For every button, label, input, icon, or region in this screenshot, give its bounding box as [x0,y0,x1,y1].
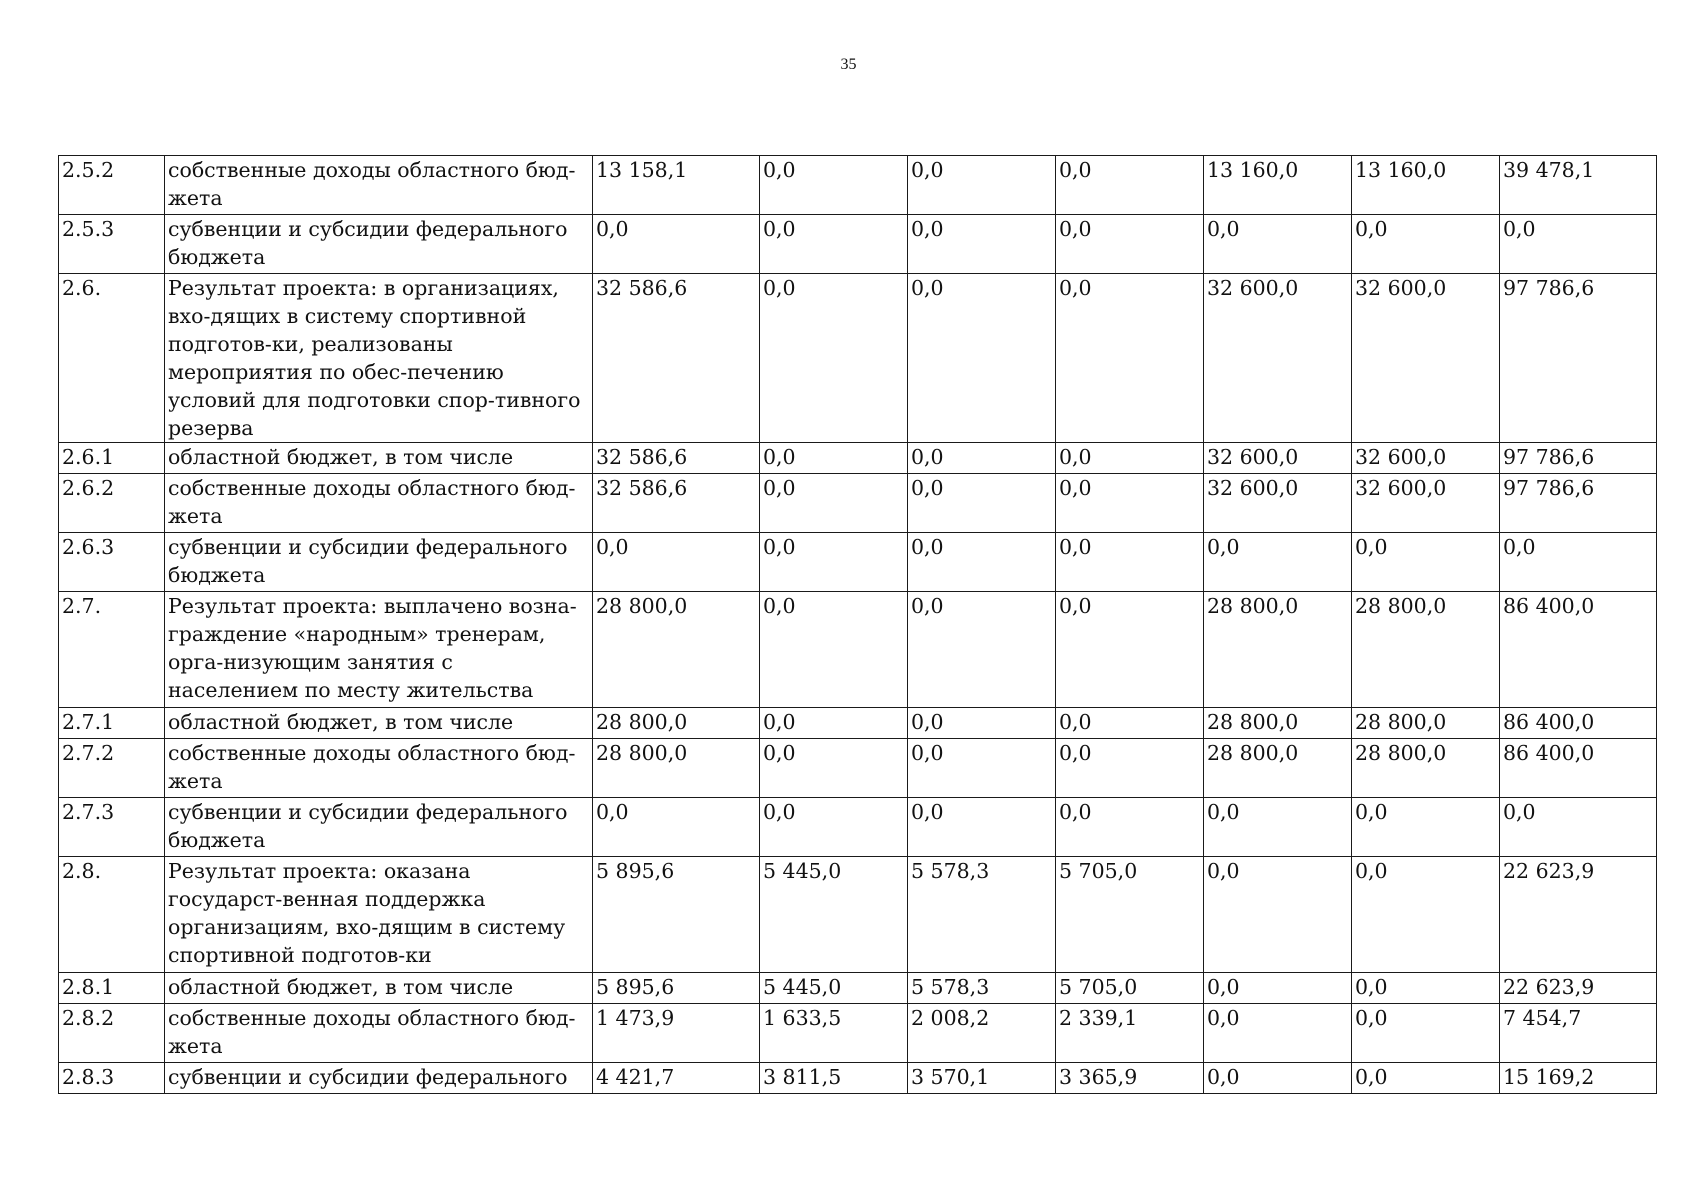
total-cell: 0,0 [1500,798,1657,857]
value-cell: 0,0 [1352,1004,1500,1063]
value-cell: 28 800,0 [1352,592,1500,708]
total-cell: 86 400,0 [1500,739,1657,798]
value-cell: 0,0 [908,798,1056,857]
table-row [59,533,1657,592]
value-cell: 0,0 [593,215,760,274]
value-cell: 0,0 [908,274,1056,443]
row-code: 2.7.2 [59,739,165,798]
value-cell: 0,0 [908,533,1056,592]
value-cell: 0,0 [1204,798,1352,857]
value-cell: 0,0 [908,592,1056,708]
total-cell: 15 169,2 [1500,1063,1657,1094]
value-cell: 28 800,0 [593,592,760,708]
value-cell: 0,0 [760,474,908,533]
value-cell: 0,0 [1056,533,1204,592]
value-cell: 0,0 [1056,739,1204,798]
value-cell: 0,0 [1056,798,1204,857]
value-cell: 1 473,9 [593,1004,760,1063]
row-code: 2.6.2 [59,474,165,533]
table-row [59,474,1657,533]
row-code: 2.7. [59,592,165,708]
total-cell: 86 400,0 [1500,592,1657,708]
table-row [59,443,1657,474]
value-cell: 0,0 [908,708,1056,739]
value-cell: 0,0 [908,156,1056,215]
total-cell: 0,0 [1500,533,1657,592]
value-cell: 0,0 [593,533,760,592]
value-cell: 0,0 [760,798,908,857]
total-cell: 97 786,6 [1500,274,1657,443]
value-cell: 4 421,7 [593,1063,760,1094]
value-cell: 0,0 [593,798,760,857]
value-cell: 0,0 [908,474,1056,533]
value-cell: 0,0 [760,274,908,443]
value-cell: 5 445,0 [760,857,908,973]
row-code: 2.6. [59,274,165,443]
value-cell: 28 800,0 [1352,739,1500,798]
total-cell: 22 623,9 [1500,857,1657,973]
table-row [59,592,1657,708]
value-cell: 32 600,0 [1204,443,1352,474]
row-description: Результат проекта: в организациях, вхо-дящих в систему спортивной подготов-ки, реализованы мероприятия по обес-печению условий для подготовки спор-тивного резерва [165,274,593,443]
row-description: собственные доходы областного бюд-жета [165,474,593,533]
table-row [59,739,1657,798]
value-cell: 0,0 [760,739,908,798]
value-cell: 28 800,0 [1204,592,1352,708]
value-cell: 0,0 [1204,973,1352,1004]
value-cell: 5 895,6 [593,857,760,973]
value-cell: 32 600,0 [1352,274,1500,443]
value-cell: 0,0 [1056,708,1204,739]
row-description: субвенции и субсидии федерального [165,1063,593,1094]
table-row [59,973,1657,1004]
total-cell: 39 478,1 [1500,156,1657,215]
total-cell: 97 786,6 [1500,443,1657,474]
value-cell: 2 339,1 [1056,1004,1204,1063]
value-cell: 13 160,0 [1352,156,1500,215]
value-cell: 0,0 [1204,215,1352,274]
value-cell: 0,0 [908,443,1056,474]
row-description: областной бюджет, в том числе [165,443,593,474]
value-cell: 0,0 [1056,474,1204,533]
value-cell: 0,0 [1056,592,1204,708]
value-cell: 5 445,0 [760,973,908,1004]
value-cell: 3 570,1 [908,1063,1056,1094]
row-description: собственные доходы областного бюд-жета [165,156,593,215]
value-cell: 0,0 [1204,533,1352,592]
row-code: 2.5.2 [59,156,165,215]
value-cell: 32 600,0 [1352,443,1500,474]
value-cell: 5 705,0 [1056,857,1204,973]
value-cell: 0,0 [760,215,908,274]
total-cell: 7 454,7 [1500,1004,1657,1063]
value-cell: 5 578,3 [908,973,1056,1004]
value-cell: 5 895,6 [593,973,760,1004]
value-cell: 28 800,0 [1352,708,1500,739]
value-cell: 0,0 [1352,857,1500,973]
table-row [59,1063,1657,1094]
table-row [59,215,1657,274]
row-description: Результат проекта: оказана государст-венная поддержка организациям, вхо-дящим в систему спортивной подготов-ки [165,857,593,973]
row-description: областной бюджет, в том числе [165,973,593,1004]
row-description: Результат проекта: выплачено возна-граждение «народным» тренерам, орга-низующим занятия с населением по месту жительства [165,592,593,708]
value-cell: 32 600,0 [1352,474,1500,533]
total-cell: 97 786,6 [1500,474,1657,533]
value-cell: 28 800,0 [1204,708,1352,739]
value-cell: 0,0 [760,156,908,215]
value-cell: 0,0 [1352,533,1500,592]
row-description: собственные доходы областного бюд-жета [165,739,593,798]
row-code: 2.5.3 [59,215,165,274]
value-cell: 0,0 [760,443,908,474]
value-cell: 28 800,0 [1204,739,1352,798]
row-code: 2.6.3 [59,533,165,592]
value-cell: 32 586,6 [593,443,760,474]
value-cell: 0,0 [908,739,1056,798]
table-row [59,708,1657,739]
value-cell: 3 811,5 [760,1063,908,1094]
value-cell: 0,0 [1352,1063,1500,1094]
value-cell: 13 160,0 [1204,156,1352,215]
value-cell: 0,0 [1056,156,1204,215]
value-cell: 28 800,0 [593,708,760,739]
row-code: 2.7.3 [59,798,165,857]
value-cell: 5 578,3 [908,857,1056,973]
row-description: субвенции и субсидии федерального бюджета [165,215,593,274]
value-cell: 0,0 [1204,1004,1352,1063]
value-cell: 0,0 [1056,443,1204,474]
row-description: областной бюджет, в том числе [165,708,593,739]
value-cell: 0,0 [1352,973,1500,1004]
value-cell: 2 008,2 [908,1004,1056,1063]
table-row [59,1004,1657,1063]
value-cell: 0,0 [1204,1063,1352,1094]
value-cell: 3 365,9 [1056,1063,1204,1094]
value-cell: 32 600,0 [1204,274,1352,443]
row-description: собственные доходы областного бюд-жета [165,1004,593,1063]
value-cell: 0,0 [1352,215,1500,274]
row-code: 2.8. [59,857,165,973]
value-cell: 0,0 [760,592,908,708]
value-cell: 5 705,0 [1056,973,1204,1004]
table-row [59,798,1657,857]
value-cell: 0,0 [1056,274,1204,443]
value-cell: 0,0 [1204,857,1352,973]
table-row [59,156,1657,215]
value-cell: 13 158,1 [593,156,760,215]
total-cell: 86 400,0 [1500,708,1657,739]
total-cell: 22 623,9 [1500,973,1657,1004]
value-cell: 28 800,0 [593,739,760,798]
budget-table [58,155,1657,1094]
row-description: субвенции и субсидии федерального бюджета [165,798,593,857]
row-code: 2.7.1 [59,708,165,739]
row-description: субвенции и субсидии федерального бюджета [165,533,593,592]
table-row [59,274,1657,443]
row-code: 2.8.3 [59,1063,165,1094]
row-code: 2.6.1 [59,443,165,474]
value-cell: 0,0 [1056,215,1204,274]
table-row [59,857,1657,973]
row-code: 2.8.2 [59,1004,165,1063]
row-code: 2.8.1 [59,973,165,1004]
value-cell: 0,0 [760,708,908,739]
value-cell: 32 586,6 [593,474,760,533]
page-number: 35 [840,56,857,73]
value-cell: 32 586,6 [593,274,760,443]
value-cell: 32 600,0 [1204,474,1352,533]
value-cell: 0,0 [1352,798,1500,857]
total-cell: 0,0 [1500,215,1657,274]
value-cell: 1 633,5 [760,1004,908,1063]
value-cell: 0,0 [908,215,1056,274]
value-cell: 0,0 [760,533,908,592]
